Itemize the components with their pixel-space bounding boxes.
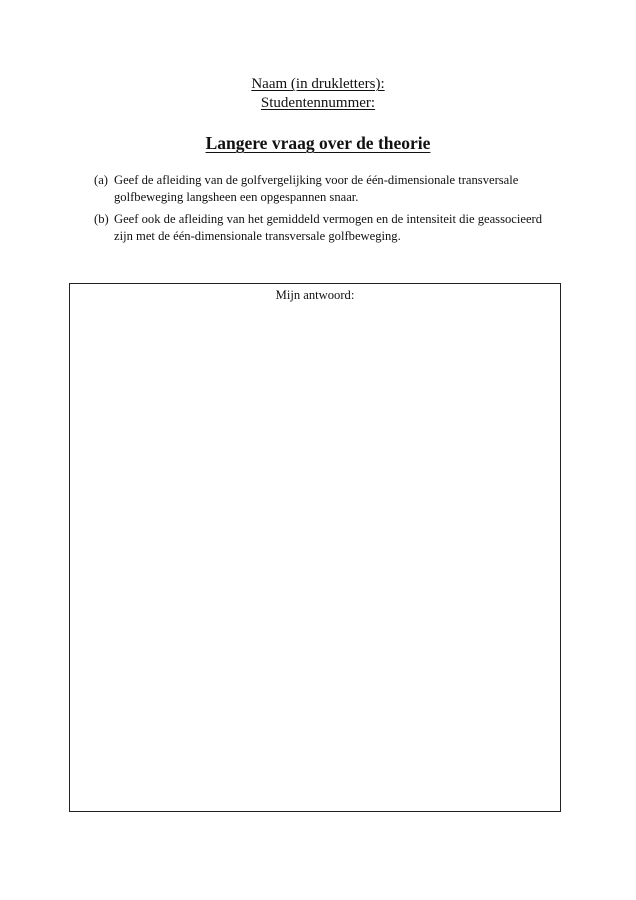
name-field-label (0, 75, 636, 93)
question-b (94, 211, 544, 245)
question-b-marker: (b) (94, 212, 109, 226)
answer-box-label: Mijn antwoord: (275, 288, 355, 302)
question-a-marker: (a) (94, 173, 108, 187)
question-a (94, 172, 544, 206)
student-number-field-label (0, 94, 636, 112)
answer-box[interactable] (69, 283, 561, 812)
question-a-text: Geef de afleiding van de golfvergelijking voor de één-dimensionale transversale golfbeweging langsheen een opgespannen snaar. (114, 173, 519, 204)
page-title (0, 132, 636, 154)
page-title-text: Langere vraag over de theorie (205, 133, 431, 153)
question-b-text: Geef ook de afleiding van het gemiddeld vermogen en de intensiteit die geassocieerd zijn met de één-dimensionale transversale golfbeweging. (114, 212, 543, 243)
name-label-text: Naam (in drukletters): (251, 76, 385, 92)
student-number-label-text: Studentennummer: (260, 95, 376, 111)
